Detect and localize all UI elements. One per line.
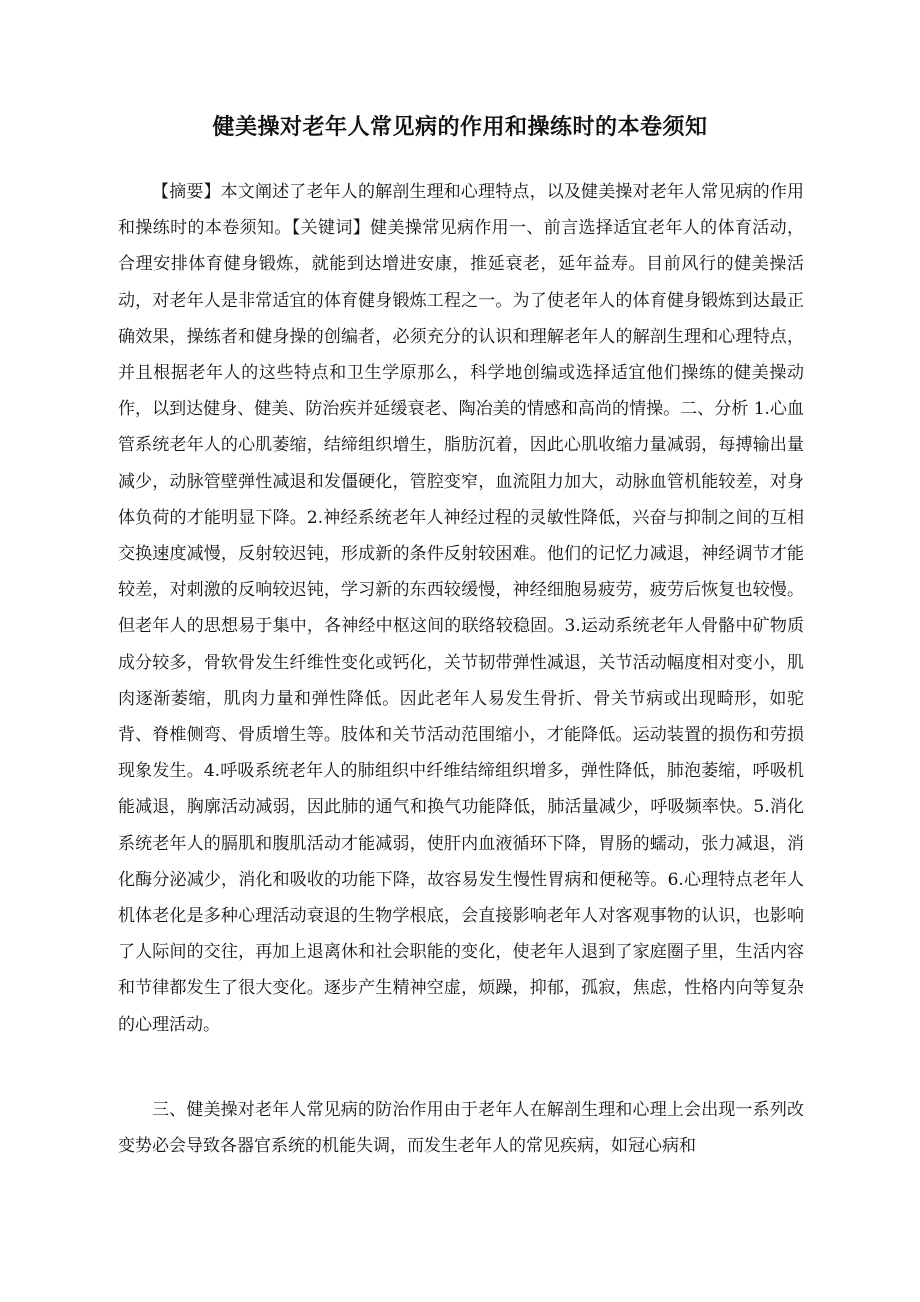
document-title: 健美操对老年人常见病的作用和操练时的本卷须知 [212,114,708,140]
body-paragraph-1: 【摘要】本文阐述了老年人的解剖生理和心理特点，以及健美操对老年人常见病的作用和操练时的本卷须知。【关键词】健美操常见病作用一、前言选择适宜老年人的体育活动，合理安排体育健身锻炼，就能到达增进安康，推延衰老，延年益寿。目前风行的健美操活动，对老年人是非常适宜的体育健身锻炼工程之一。为了使老年人的体育健身锻炼到达最正确效果，操练者和健身操的创编者，必须充分的认识和理解老年人的解剖生理和心理特点，并且根据老年人的这些特点和卫生学原那么，科学地创编或选择适宜他们操练的健美操动作，以到达健身、健美、防治疾并延缓衰老、陶冶美的情感和高尚的情操。二、分析 1.心血管系统老年人的心肌萎缩，结缔组织增生，脂肪沉着，因此心肌收缩力量减弱，每搏输出量减少，动脉管壁弹性减退和发僵硬化，管腔变窄，血流阻力加大，动脉血管机能较差，对身体负荷的才能明显下降。2.神经系统老年人神经过程的灵敏性降低，兴奋与抑制之间的互相交换速度减慢，反射较迟钝，形成新的条件反射较困难。他们的记忆力减退，神经调节才能较差，对刺激的反响较迟钝，学习新的东西较缓慢，神经细胞易疲劳，疲劳后恢复也较慢。但老年人的思想易于集中，各神经中枢这间的联络较稳固。3.运动系统老年人骨骼中矿物质成分较多，骨软骨发生纤维性变化或钙化，关节韧带弹性减退，关节活动幅度相对变小，肌肉逐渐萎缩，肌肉力量和弹性降低。因此老年人易发生骨折、骨关节病或出现畸形，如驼背、脊椎侧弯、骨质增生等。肢体和关节活动范围缩小，才能降低。运动装置的损伤和劳损现象发生。4.呼吸系统老年人的肺组织中纤维结缔组织增多，弹性降低，肺泡萎缩，呼吸机能减退，胸廓活动减弱，因此肺的通气和换气功能降低，肺活量减少，呼吸频率快。5.消化系统老年人的膈肌和腹肌活动才能减弱，使肝内血液循环下降，胃肠的蠕动，张力减退，消化酶分泌减少，消化和吸收的功能下降，故容易发生慢性胃病和便秘等。6.心理特点老年人机体老化是多种心理活动衰退的生物学根底，会直接影响老年人对客观事物的认识，也影响了人际间的交往，再加上退离休和社会职能的变化，使老年人退到了家庭圈子里，生活内容和节律都发生了很大变化。逐步产生精神空虚，烦躁，抑郁，孤寂，焦虑，性格内向等复杂的心理活动。 [118,182,804,1035]
body-paragraph-2: 三、健美操对老年人常见病的防治作用由于老年人在解剖生理和心理上会出现一系列改变势必会导致各器官系统的机能失调，而发生老年人的常见疾病，如冠心病和 [118,1100,804,1157]
